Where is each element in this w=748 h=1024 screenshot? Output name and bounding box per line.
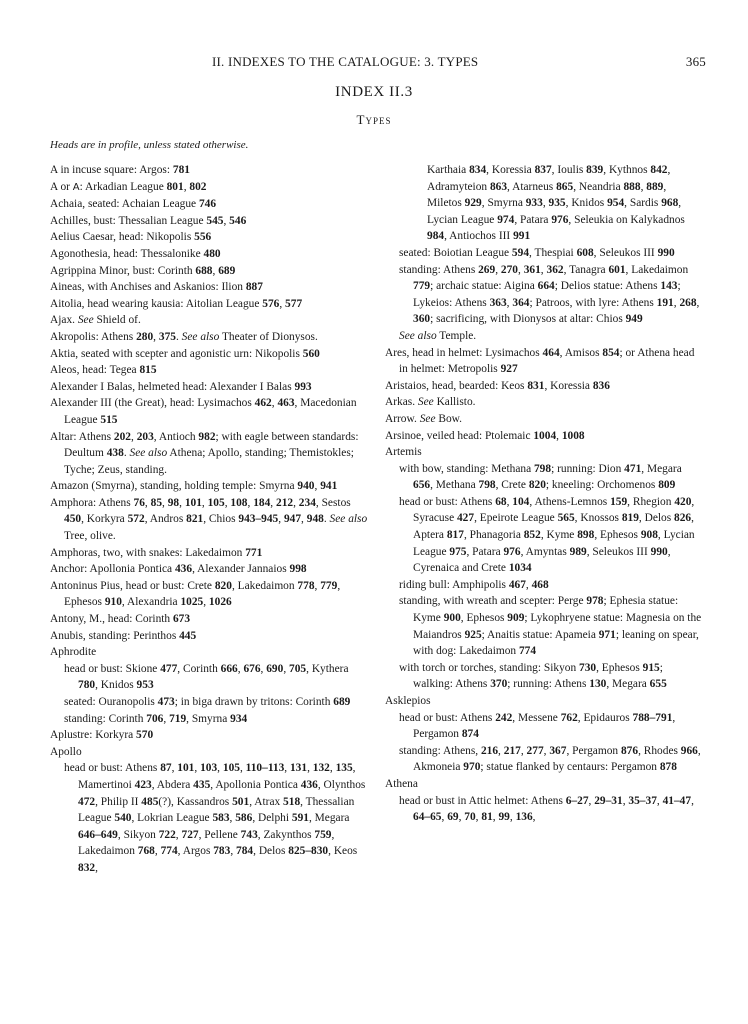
index-entry: See also Temple. — [399, 329, 477, 342]
index-entry: Aktia, seated with scepter and agonistic urn: Nikopolis 560 — [50, 347, 320, 360]
index-entry: Arsinoe, veiled head: Ptolemaic 1004, 1008 — [385, 429, 585, 442]
index-entry: seated: Ouranopolis 473; in biga drawn by tritons: Corinth 689 — [64, 696, 351, 708]
index-entry: head or bust in Attic helmet: Athens 6–27, 29–31, 35–37, 41–47, 64–65, 69, 70, 81, 99, 136, — [399, 794, 694, 824]
intro-note: Heads are in profile, unless stated otherwise. — [50, 139, 249, 151]
index-entry: Agrippina Minor, bust: Corinth 688, 689 — [50, 264, 236, 277]
index-entry: A or A: Arkadian League 801, 802 — [50, 180, 207, 193]
index-entry: Aleos, head: Tegea 815 — [50, 364, 157, 377]
index-entry: Antony, M., head: Corinth 673 — [50, 613, 191, 626]
index-entry: Achilles, bust: Thessalian League 545, 546 — [50, 214, 247, 227]
section-title: Types — [356, 112, 392, 127]
index-entry: with bow, standing: Methana 798; running: Dion 471, Megara 656, Methana 798, Crete 820; kneeling: Orchomenos 809 — [399, 462, 682, 492]
index-entry: Ajax. See Shield of. — [50, 314, 141, 327]
index-entry: Alexander III (the Great), head: Lysimachos 462, 463, Macedonian League 515 — [50, 397, 357, 426]
index-entry: Antoninus Pius, head or bust: Crete 820, Lakedaimon 778, 779, Ephesos 910, Alexandria 1025, 1026 — [50, 579, 341, 609]
index-entry: Karthaia 834, Koressia 837, Ioulis 839, Kythnos 842, Adramyteion 863, Atarneus 865, Neandria 888, 889, Miletos 929, Smyrna 933, 935, Knidos 954, Sardis 968, Lycian League 974, Patara 976, Seleukia on Kalykadnos 984, Antiochos III 991 — [427, 164, 685, 243]
index-entry: Alexander I Balas, helmeted head: Alexander I Balas 993 — [50, 380, 312, 393]
index-entry: Aristaios, head, bearded: Keos 831, Koressia 836 — [385, 379, 610, 392]
right-column — [385, 162, 703, 826]
page-number: 365 — [685, 54, 706, 69]
index-entry: Arrow. See Bow. — [385, 412, 462, 425]
index-entry: riding bull: Amphipolis 467, 468 — [399, 578, 549, 591]
index-entry: standing: Athens 269, 270, 361, 362, Tanagra 601, Lakedaimon 779; archaic statue: Aigina 664; Delios statue: Athens 143; Lykeios: Athens 363, 364; Patroos, with lyre: Athens 191, 268, 360; sacrificing, with Dionysos at altar: Chios 949 — [399, 263, 700, 326]
index-entry: Achaia, seated: Achaian League 746 — [50, 198, 217, 211]
running-title: II. INDEXES TO THE CATALOGUE: 3. TYPES — [212, 54, 479, 69]
index-entry: Artemis — [385, 446, 422, 459]
index-entry: Akropolis: Athens 280, 375. See also Theater of Dionysos. — [50, 330, 318, 343]
index-entry: Aphrodite — [50, 646, 97, 659]
index-entry: Amphoras, two, with snakes: Lakedaimon 771 — [50, 546, 263, 559]
index-entry: Amphora: Athens 76, 85, 98, 101, 105, 108, 184, 212, 234, Sestos 450, Korkyra 572, Andros 821, Chios 943–945, 947, 948. See also Tree, olive. — [50, 496, 368, 543]
index-entry: Anchor: Apollonia Pontica 436, Alexander Jannaios 998 — [50, 563, 307, 576]
index-entry: Athena — [385, 777, 418, 790]
index-entry: head or bust: Athens 68, 104, Athens-Lemnos 159, Rhegion 420, Syracuse 427, Epeirote League 565, Knossos 819, Delos 826, Aptera 817, Phanagoria 852, Kyme 898, Ephesos 908, Lycian League 975, Patara 976, Amyntas 989, Seleukos III 990, Cyrenaica and Crete 1034 — [399, 495, 695, 575]
index-entry: head or bust: Athens 242, Messene 762, Epidauros 788–791, Pergamon 874 — [399, 711, 676, 741]
index-entry: Aineas, with Anchises and Askanios: Ilion 887 — [50, 281, 263, 294]
index-entry: standing: Athens, 216, 217, 277, 367, Pergamon 876, Rhodes 966, Akmoneia 970; statue flanked by centaurs: Pergamon 878 — [399, 744, 701, 774]
index-entry: with torch or torches, standing: Sikyon 730, Ephesos 915; walking: Athens 370; running: Athens 130, Megara 655 — [399, 661, 667, 691]
index-entry: Anubis, standing: Perinthos 445 — [50, 629, 197, 642]
index-entry: Aitolia, head wearing kausia: Aitolian League 576, 577 — [50, 297, 303, 310]
index-entry: seated: Boiotian League 594, Thespiai 608, Seleukos III 990 — [399, 246, 675, 259]
left-column — [50, 162, 368, 877]
index-entry: Aplustre: Korkyra 570 — [50, 729, 154, 742]
index-entry: Arkas. See Kallisto. — [385, 396, 476, 409]
index-title: INDEX II.3 — [335, 84, 413, 100]
index-entry: Agonothesia, head: Thessalonike 480 — [50, 247, 221, 260]
index-entry: Amazon (Smyrna), standing, holding temple: Smyrna 940, 941 — [50, 480, 338, 493]
index-entry: standing: Corinth 706, 719, Smyrna 934 — [64, 712, 248, 725]
index-entry: Ares, head in helmet: Lysimachos 464, Amisos 854; or Athena head in helmet: Metropolis 927 — [385, 346, 695, 376]
index-entry: standing, with wreath and scepter: Perge 978; Ephesia statue: Kyme 900, Ephesos 909; Lykophryene statue: Magnesia on the Maiandros 925; Anaitis statue: Apameia 971; leaning on spear, with dog: Lakedaimon 774 — [399, 595, 702, 658]
index-entry: head or bust: Athens 87, 101, 103, 105, 110–113, 131, 132, 135, Mamertinoi 423, Abdera 435, Apollonia Pontica 436, Olynthos 472, Philip II 485(?), Kassandros 501, Atrax 518, Thessalian League 540, Lokrian League 583, 586, Delphi 591, Megara 646–649, Sikyon 722, 727, Pellene 743, Zakynthos 759, Lakedaimon 768, 774, Argos 783, 784, Delos 825–830, Keos 832, — [64, 762, 366, 874]
index-entry: Apollo — [50, 745, 82, 758]
index-entry: Asklepios — [385, 695, 431, 707]
index-entry: A in incuse square: Argos: 781 — [50, 164, 190, 176]
index-entry: Aelius Caesar, head: Nikopolis 556 — [50, 231, 212, 244]
index-entry: head or bust: Skione 477, Corinth 666, 676, 690, 705, Kythera 780, Knidos 953 — [64, 662, 349, 692]
index-entry: Altar: Athens 202, 203, Antioch 982; with eagle between standards: Deultum 438. See also Athena; Apollo, standing; Themistokles; Tyche; Zeus, standing. — [50, 430, 359, 476]
